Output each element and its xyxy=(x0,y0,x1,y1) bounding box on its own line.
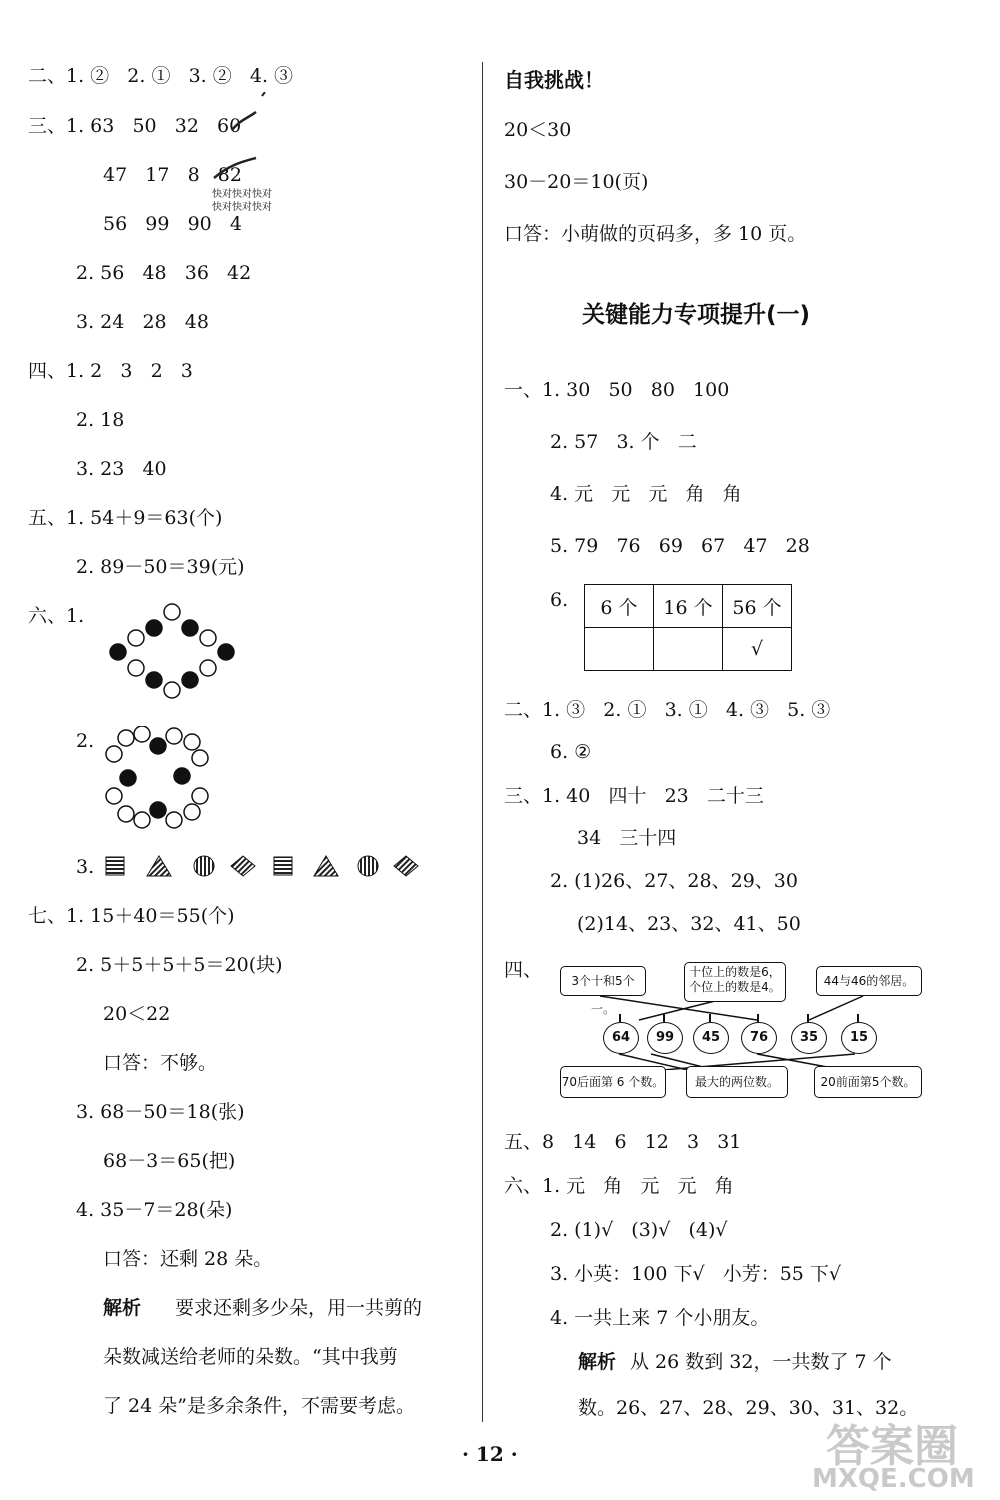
challenge-answer: 口答：小萌做的页码多，多 10 页。 xyxy=(504,223,807,245)
left-analysis-line3: 了 24 朵”是多余条件，不需要考虑。 xyxy=(103,1395,415,1417)
answer-table xyxy=(584,584,792,671)
challenge-compare: 20＜30 xyxy=(504,119,572,141)
section-title: 关键能力专项提升(一) xyxy=(582,302,811,328)
left-analysis-line2: 朵数减送给老师的朵数。“其中我剪 xyxy=(103,1346,398,1368)
apple-stem xyxy=(757,1014,759,1022)
left-section-6-q3: 3. xyxy=(76,856,95,878)
left-section-3-line3: 56 99 90 4 xyxy=(103,213,242,235)
left-analysis-line1: 要求还剩多少朵，用一共剪的 xyxy=(175,1297,423,1319)
left-section-3-q2: 2. 56 48 36 42 xyxy=(76,262,252,284)
left-section-7-q4: 4. 35－7＝28(朵) xyxy=(76,1199,233,1221)
left-section-7-q3-b: 68－3＝65(把) xyxy=(103,1150,236,1172)
right-analysis-line2: 数。26、27、28、29、30、31、32。 xyxy=(578,1397,919,1419)
table-header-cell: 16 个 xyxy=(654,585,723,628)
right-section-1-q5: 5. 79 76 69 67 47 28 xyxy=(550,535,810,557)
challenge-title: 自我挑战！ xyxy=(504,68,604,92)
table-row xyxy=(585,585,792,628)
apple-number: 35 xyxy=(791,1022,827,1054)
apple-stem xyxy=(619,1014,621,1022)
table-cell xyxy=(654,628,723,671)
left-section-3-q3: 3. 24 28 48 xyxy=(76,311,209,333)
table-cell xyxy=(585,628,654,671)
apple-stem xyxy=(663,1014,665,1022)
match-top-box-1: 3个十和5个一。 xyxy=(560,966,646,996)
apple-stem xyxy=(709,1014,711,1022)
handwritten-check-mark xyxy=(210,152,270,182)
apple-stem xyxy=(807,1014,809,1022)
right-section-6-q3: 3. 小英：100 下√ 小芳：55 下√ xyxy=(550,1263,842,1285)
column-divider xyxy=(482,62,483,1422)
table-header-cell: 56 个 xyxy=(723,585,792,628)
right-analysis-label: 解析 xyxy=(578,1351,617,1373)
apple-stem xyxy=(857,1014,859,1022)
left-analysis-label: 解析 xyxy=(103,1297,142,1319)
right-section-3-q1: 三、1. 40 四十 23 二十三 xyxy=(504,785,764,807)
right-section-6-q1: 六、1. 元 角 元 元 角 xyxy=(504,1175,734,1197)
table-header-cell: 6 个 xyxy=(585,585,654,628)
left-section-4-q2: 2. 18 xyxy=(76,409,125,431)
left-section-3-line2: 47 17 8 82 xyxy=(103,164,242,186)
left-section-7-q3: 3. 68－50＝18(张) xyxy=(76,1101,245,1123)
right-section-2-q6: 6. ② xyxy=(550,741,592,763)
left-section-4-q3: 3. 23 40 xyxy=(76,458,167,480)
left-section-6-q1: 六、1. xyxy=(28,605,85,627)
apple-number: 15 xyxy=(841,1022,877,1054)
match-bottom-box-1: 70后面第 6 个数。 xyxy=(560,1066,666,1098)
shape-pattern-sequence xyxy=(104,852,424,882)
left-section-7-q2-answer: 口答：不够。 xyxy=(103,1052,218,1074)
left-section-6-q2: 2. xyxy=(76,730,95,752)
right-analysis-line1: 从 26 数到 32，一共数了 7 个 xyxy=(630,1351,892,1373)
challenge-equation: 30－20＝10(页) xyxy=(504,171,649,193)
right-section-1-q4: 4. 元 元 元 角 角 xyxy=(550,483,742,505)
match-bottom-box-2: 最大的两位数。 xyxy=(686,1066,788,1098)
bead-flower-figure xyxy=(104,726,214,830)
right-section-6-q2: 2. (1)√ (3)√ (4)√ xyxy=(550,1219,728,1241)
match-bottom-box-3: 20前面第5个数。 xyxy=(814,1066,922,1098)
left-section-7-q2: 2. 5＋5＋5＋5＝20(块) xyxy=(76,954,283,976)
left-section-3-line1: 三、1. 63 50 32 60 xyxy=(28,115,242,137)
handwritten-note-line1: 快对快对快对 xyxy=(212,189,272,200)
left-section-7-q4-answer: 口答：还剩 28 朵。 xyxy=(103,1248,273,1270)
table-row xyxy=(585,628,792,671)
left-section-5-q1: 五、1. 54＋9＝63(个) xyxy=(28,507,223,529)
page-number: · 12 · xyxy=(462,1442,518,1466)
watermark-url: MXQE.COM xyxy=(812,1464,975,1494)
right-section-4: 四、 xyxy=(504,959,543,981)
right-section-6-q4: 4. 一共上来 7 个小朋友。 xyxy=(550,1307,770,1329)
apple-number: 64 xyxy=(603,1022,639,1054)
left-section-5-q2: 2. 89－50＝39(元) xyxy=(76,556,245,578)
right-section-2-q1: 二、1. ③ 2. ① 3. ① 4. ③ 5. ③ xyxy=(504,699,831,721)
handwritten-strike-mark xyxy=(226,92,276,142)
left-section-7-q1: 七、1. 15＋40＝55(个) xyxy=(28,905,235,927)
right-section-1-q2: 2. 57 3. 个 二 xyxy=(550,431,697,453)
right-section-3-q2b: (2)14、23、32、41、50 xyxy=(577,913,801,935)
apple-number: 99 xyxy=(647,1022,683,1054)
watermark-logo: 答案圈 xyxy=(826,1421,958,1472)
apple-number: 45 xyxy=(693,1022,729,1054)
handwritten-note-line2: 快对快对快对 xyxy=(212,202,272,213)
right-section-3-q2: 2. (1)26、27、28、29、30 xyxy=(550,870,798,892)
right-section-3-q1b: 34 三十四 xyxy=(577,827,677,849)
bead-diamond-figure xyxy=(104,600,244,700)
right-section-1-q6: 6. xyxy=(550,589,569,611)
left-section-7-q2-compare: 20＜22 xyxy=(103,1003,171,1025)
match-top-box-3: 44与46的邻居。 xyxy=(816,966,922,996)
apple-number: 76 xyxy=(741,1022,777,1054)
match-top-box-2: 十位上的数是6， 个位上的数是4。 xyxy=(684,962,786,1002)
table-cell: √ xyxy=(723,628,792,671)
left-section-4-q1: 四、1. 2 3 2 3 xyxy=(28,360,193,382)
right-section-5: 五、8 14 6 12 3 31 xyxy=(504,1131,742,1153)
left-section-2: 二、1. ② 2. ① 3. ② 4. ③ xyxy=(28,65,294,87)
right-section-1-q1: 一、1. 30 50 80 100 xyxy=(504,379,730,401)
